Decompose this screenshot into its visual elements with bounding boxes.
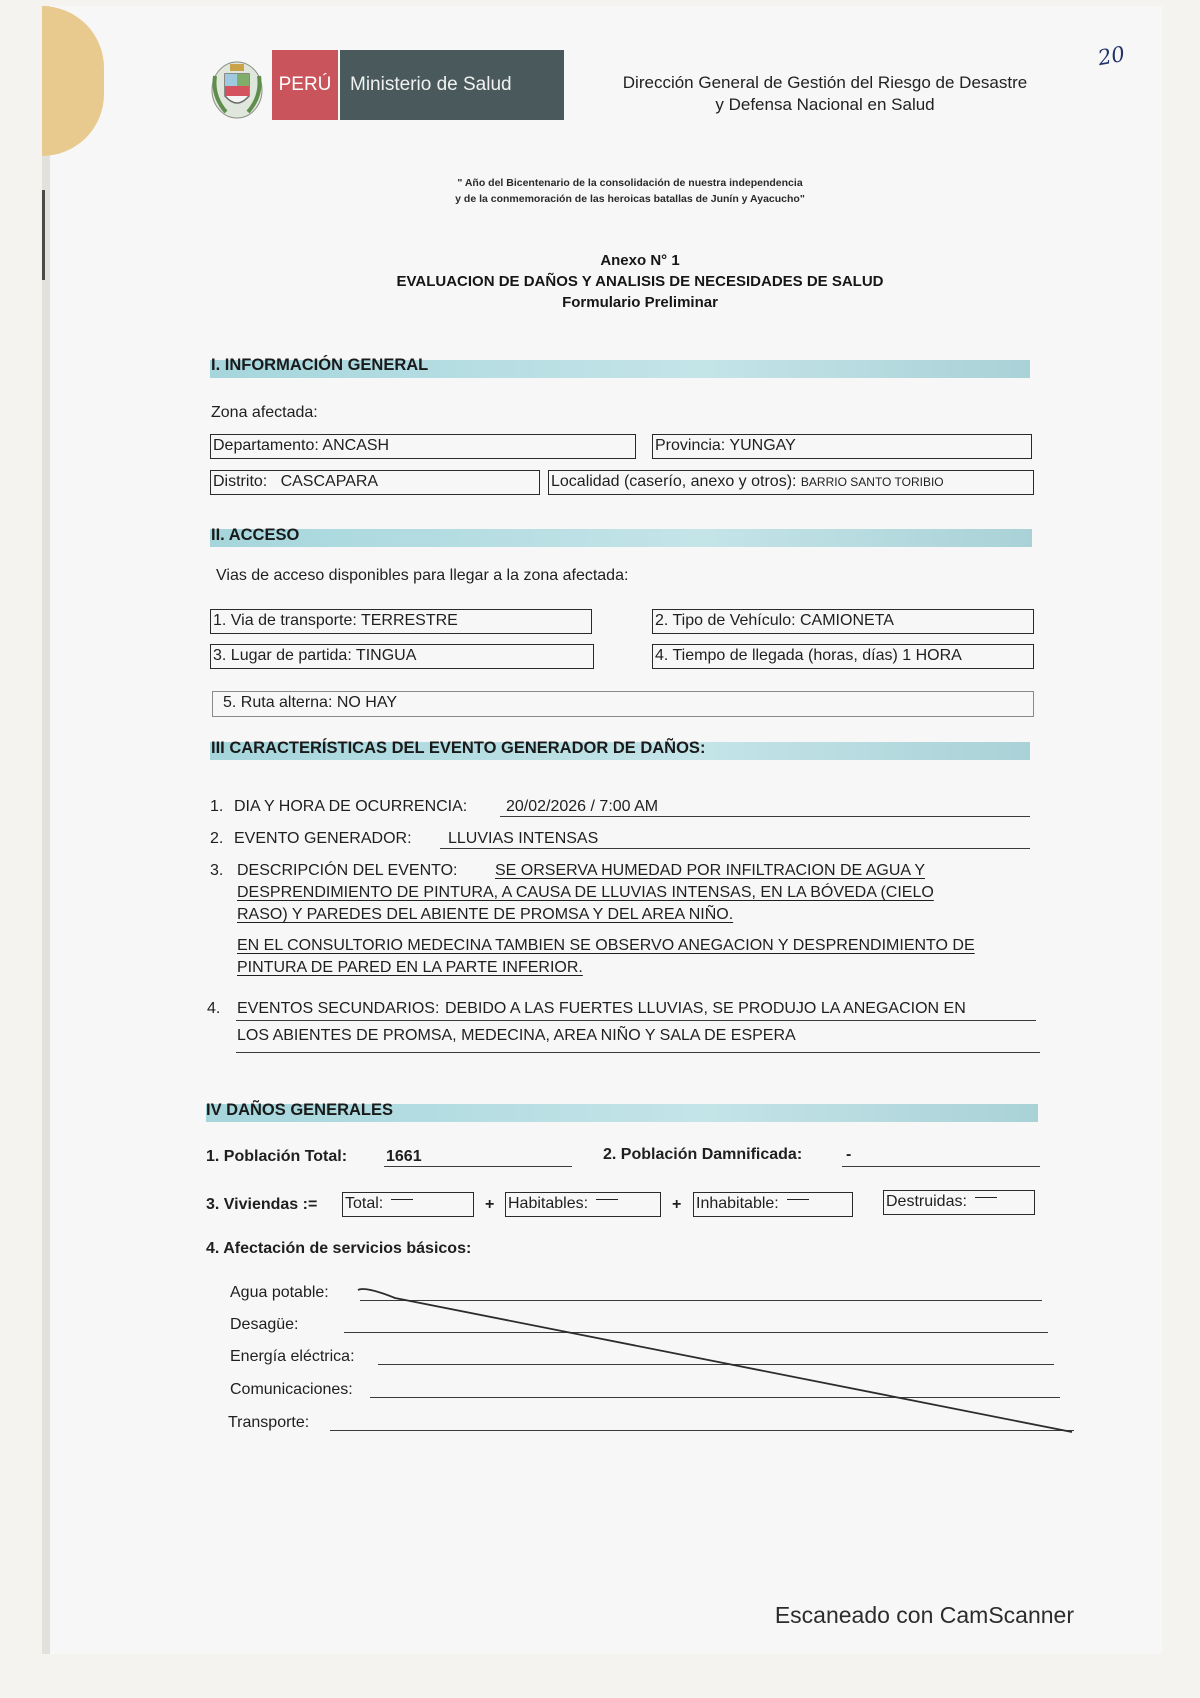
eventos-secundarios-label: EVENTOS SECUNDARIOS: bbox=[237, 1000, 440, 1017]
provincia-label: Provincia: bbox=[655, 437, 726, 454]
evento-generador-label: EVENTO GENERADOR: bbox=[234, 830, 412, 847]
via-value: TERRESTRE bbox=[360, 612, 458, 629]
tiempo-label: 4. Tiempo de llegada (horas, días) bbox=[655, 647, 898, 664]
ruta-value: NO HAY bbox=[336, 694, 398, 711]
motto-line-1: " Año del Bicentenario de la consolidación de nuestra independencia bbox=[457, 177, 803, 189]
plus-sign-2: + bbox=[672, 1196, 682, 1213]
agua-potable-label: Agua potable: bbox=[230, 1284, 329, 1301]
section-2-heading: II. ACCESO bbox=[211, 526, 300, 544]
servicios-basicos-label: 4. Afectación de servicios básicos: bbox=[206, 1240, 472, 1257]
viviendas-habitables-label: Habitables: bbox=[508, 1195, 589, 1212]
vehiculo-value: CAMIONETA bbox=[800, 612, 894, 629]
distrito-value: CASCAPARA bbox=[280, 473, 379, 490]
tiempo-value: 1 HORA bbox=[902, 647, 962, 664]
motto-line-2: y de la conmemoración de las heroicas batallas de Junín y Ayacucho" bbox=[455, 193, 805, 205]
plus-sign-1: + bbox=[485, 1196, 495, 1213]
title-main: EVALUACION DE DAÑOS Y ANALISIS DE NECESIDADES DE SALUD bbox=[396, 273, 884, 290]
ministerio-logo: Ministerio de Salud bbox=[340, 50, 564, 120]
descripcion-label: DESCRIPCIÓN DEL EVENTO: bbox=[237, 862, 458, 879]
section-1-heading: I. INFORMACIÓN GENERAL bbox=[211, 356, 429, 374]
peru-logo: PERÚ bbox=[272, 50, 338, 120]
eventos-secundarios-line-2[interactable]: LOS ABIENTES DE PROMSA, MEDECINA, AREA NIÑO Y SALA DE ESPERA bbox=[237, 1027, 796, 1044]
poblacion-total-value[interactable]: 1661 bbox=[386, 1148, 422, 1165]
localidad-label: Localidad (caserío, anexo y otros): bbox=[551, 473, 797, 490]
zona-afectada-label: Zona afectada: bbox=[211, 404, 318, 421]
eventos-secundarios-line-1[interactable]: DEBIDO A LAS FUERTES LLUVIAS, SE PRODUJO LA ANEGACION EN bbox=[445, 1000, 966, 1017]
transporte-label: Transporte: bbox=[228, 1414, 310, 1431]
item-2-number: 2. bbox=[210, 830, 224, 847]
descripcion-line-1[interactable]: SE ORSERVA HUMEDAD POR INFILTRACION DE AGUA Y bbox=[495, 862, 926, 879]
dia-hora-label: DIA Y HORA DE OCURRENCIA: bbox=[234, 798, 468, 815]
section-3-heading: III CARACTERÍSTICAS DEL EVENTO GENERADOR DE DAÑOS: bbox=[211, 739, 706, 757]
lugar-value: TINGUA bbox=[355, 647, 417, 664]
anexo-number: Anexo N° 1 bbox=[600, 252, 680, 269]
lugar-label: 3. Lugar de partida: bbox=[213, 647, 352, 664]
item-3-number: 3. bbox=[210, 862, 224, 879]
poblacion-damnificada-value[interactable]: - bbox=[846, 1146, 852, 1163]
title-sub: Formulario Preliminar bbox=[562, 294, 718, 311]
item-1-number: 1. bbox=[210, 798, 224, 815]
viviendas-label: 3. Viviendas := bbox=[206, 1196, 318, 1213]
provincia-value: YUNGAY bbox=[729, 437, 796, 454]
acceso-intro: Vias de acceso disponibles para llegar a la zona afectada: bbox=[216, 567, 629, 584]
poblacion-total-label: 1. Población Total: bbox=[206, 1148, 348, 1165]
descripcion-line-3[interactable]: RASO) Y PAREDES DEL ABIENTE DE PROMSA Y DEL AREA NIÑO. bbox=[237, 906, 734, 923]
distrito-label: Distrito: bbox=[213, 473, 268, 490]
direccion-line-2: y Defensa Nacional en Salud bbox=[715, 95, 935, 114]
dia-hora-value[interactable]: 20/02/2026 / 7:00 AM bbox=[506, 798, 659, 815]
energia-electrica-label: Energía eléctrica: bbox=[230, 1348, 355, 1365]
localidad-value: BARRIO SANTO TORIBIO bbox=[800, 475, 944, 489]
vehiculo-label: 2. Tipo de Vehículo: bbox=[655, 612, 796, 629]
comunicaciones-label: Comunicaciones: bbox=[230, 1381, 353, 1398]
desague-label: Desagüe: bbox=[230, 1316, 299, 1333]
ruta-label: 5. Ruta alterna: bbox=[223, 694, 333, 711]
via-label: 1. Via de transporte: bbox=[213, 612, 357, 629]
viviendas-total-label: Total: bbox=[345, 1195, 384, 1212]
descripcion-line-4[interactable]: EN EL CONSULTORIO MEDECINA TAMBIEN SE OBSERVO ANEGACION Y DESPRENDIMIENTO DE bbox=[237, 937, 975, 954]
descripcion-line-2[interactable]: DESPRENDIMIENTO DE PINTURA, A CAUSA DE LLUVIAS INTENSAS, EN LA BÓVEDA (CIELO bbox=[237, 884, 934, 901]
handwritten-page-number: 20 bbox=[1096, 41, 1127, 71]
departamento-label: Departamento: bbox=[213, 437, 319, 454]
camscanner-watermark: Escaneado con CamScanner bbox=[774, 1602, 1074, 1628]
poblacion-damnificada-label: 2. Población Damnificada: bbox=[603, 1146, 803, 1163]
item-4-number: 4. bbox=[207, 1000, 221, 1017]
direccion-line-1: Dirección General de Gestión del Riesgo de Desastre bbox=[622, 73, 1028, 92]
evento-generador-value[interactable]: LLUVIAS INTENSAS bbox=[448, 830, 599, 847]
section-4-heading: IV DAÑOS GENERALES bbox=[206, 1101, 394, 1119]
descripcion-line-5[interactable]: PINTURA DE PARED EN LA PARTE INFERIOR. bbox=[237, 959, 583, 976]
departamento-value: ANCASH bbox=[322, 437, 390, 454]
viviendas-destruidas-label: Destruidas: bbox=[886, 1193, 967, 1210]
viviendas-inhabitable-label: Inhabitable: bbox=[696, 1195, 779, 1212]
